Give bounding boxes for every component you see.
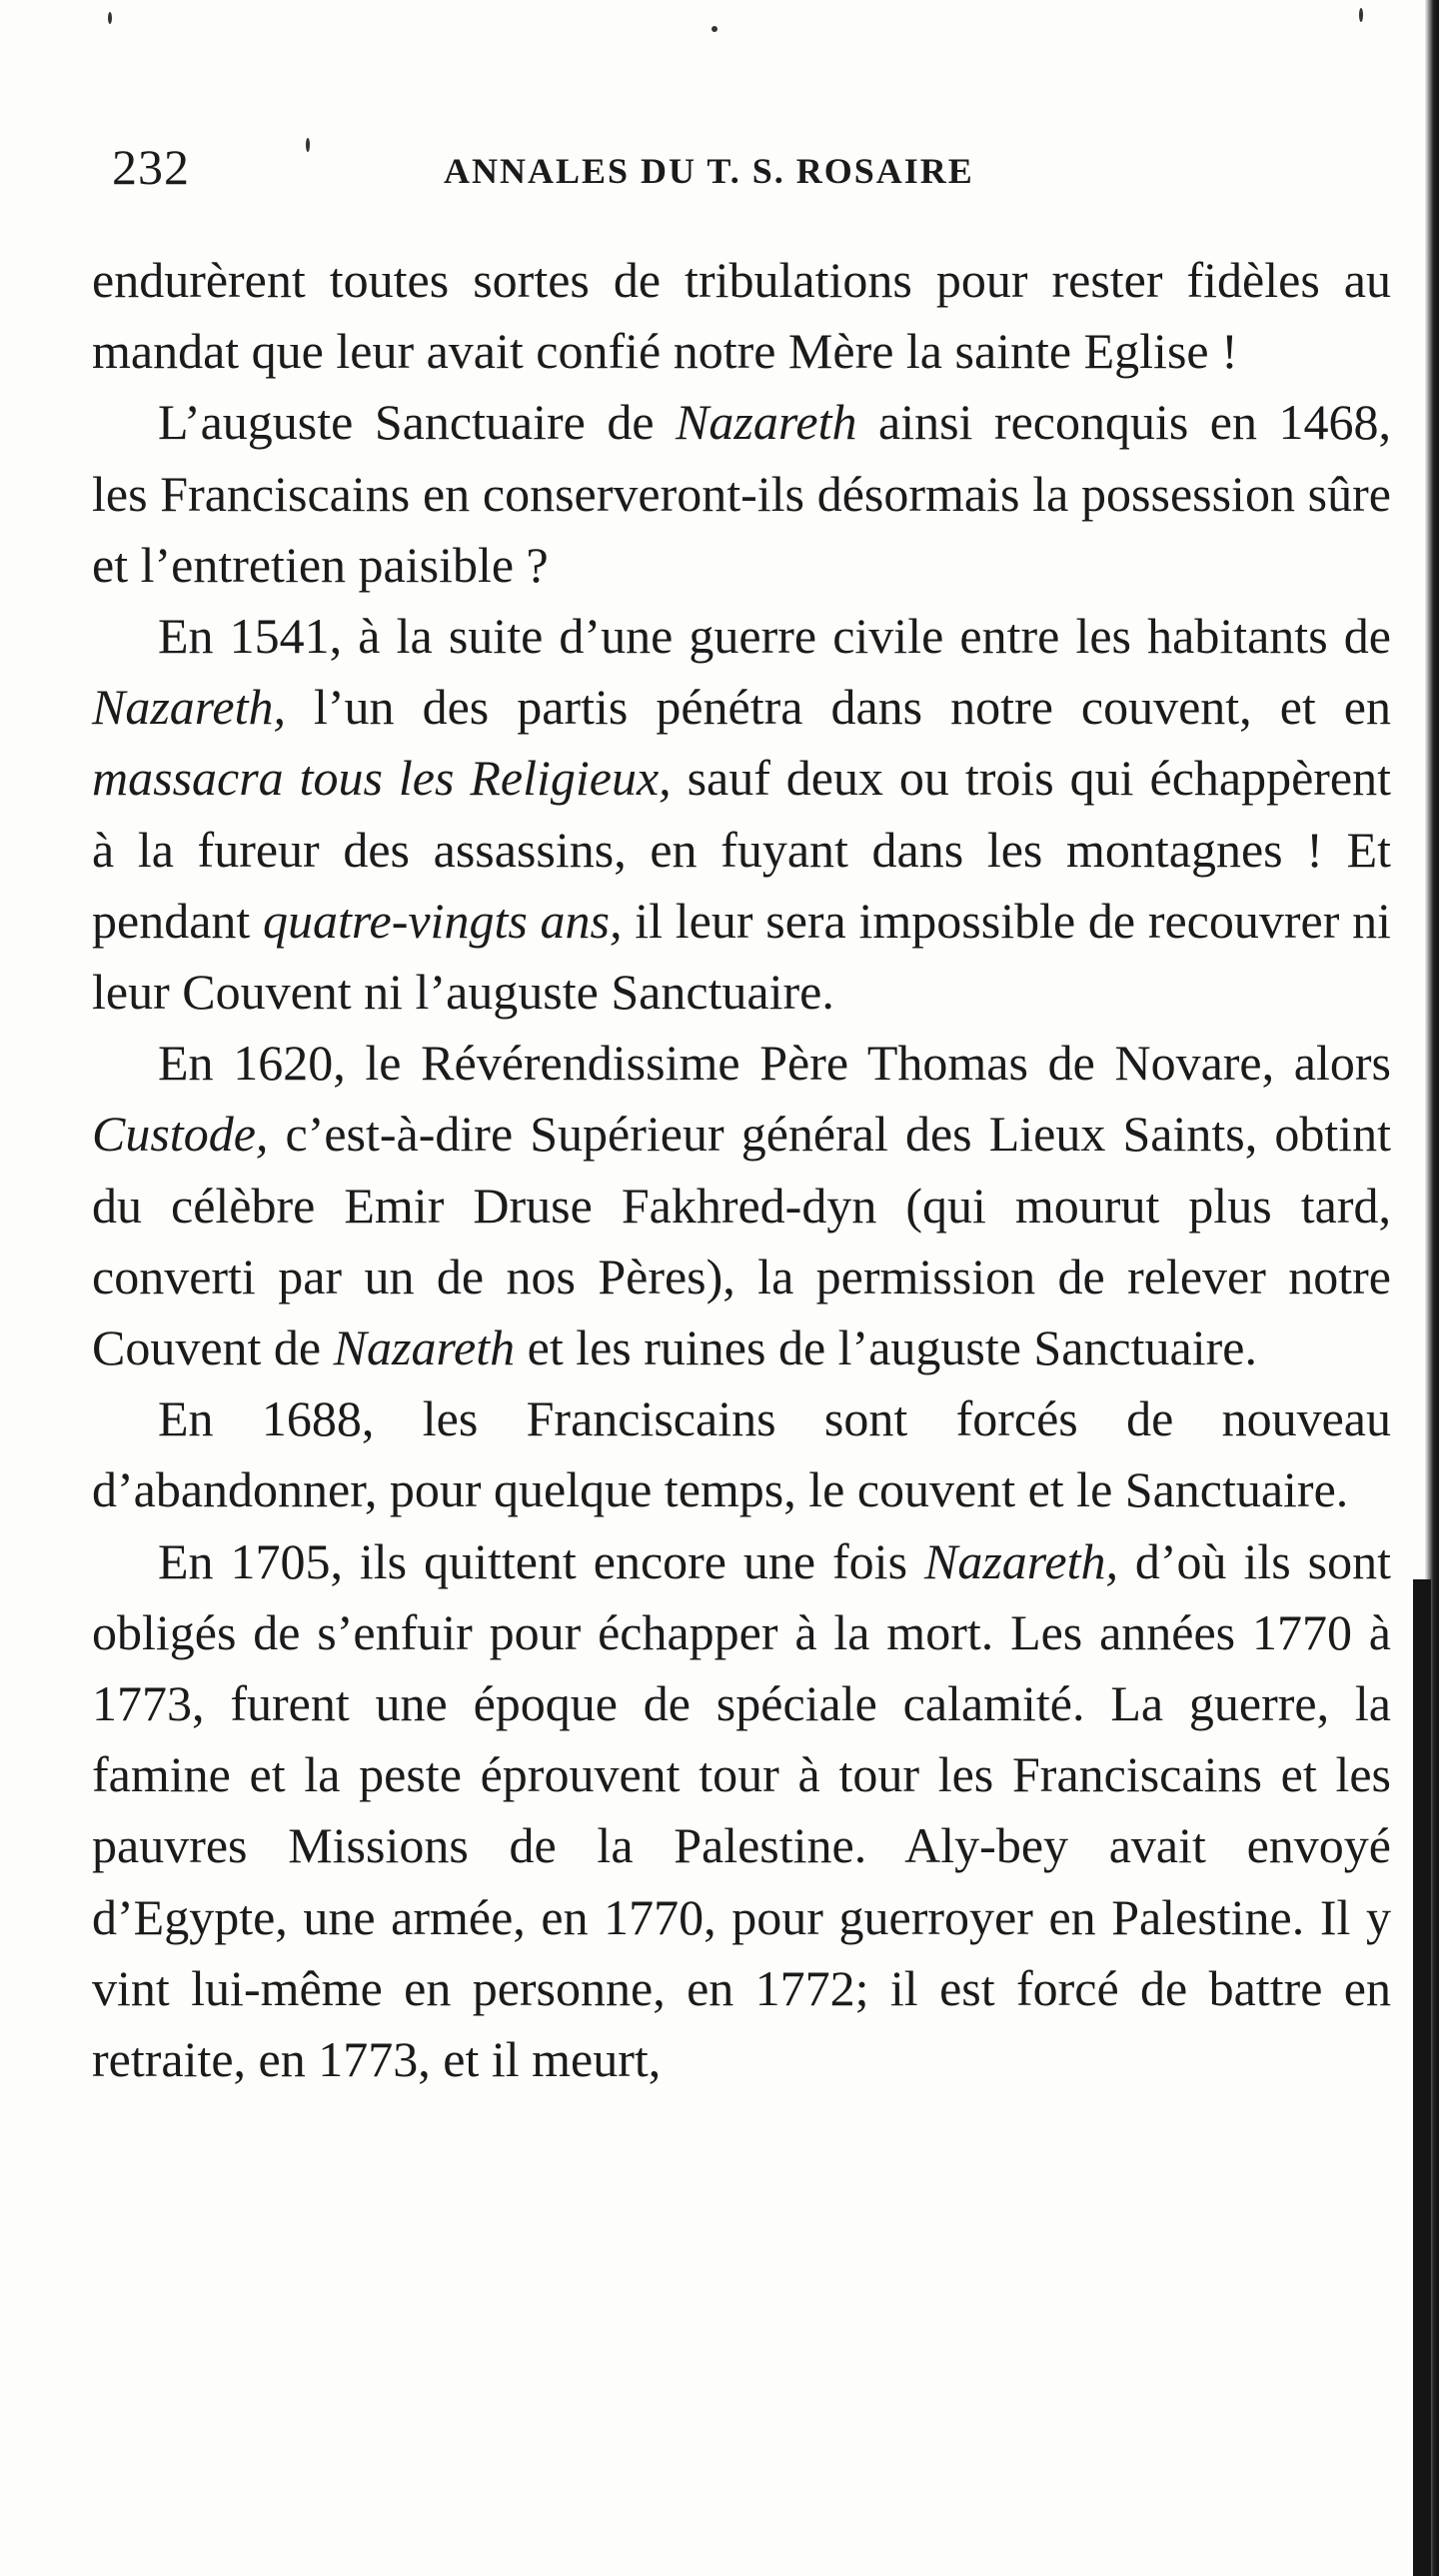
text-run: ainsi reconquis en 1468, les Franciscains en conserveront-ils désormais la possession sûre et l’entretien paisible ? bbox=[92, 394, 1391, 593]
text-run: En 1541, à la suite d’une guerre civile entre les habitants de bbox=[158, 608, 1391, 665]
text-run: et les ruines de l’auguste Sanctuaire. bbox=[515, 1319, 1257, 1376]
text-run: L’auguste Sanctuaire de bbox=[158, 394, 677, 451]
italic-text: Nazareth bbox=[676, 394, 857, 451]
text-run: l’un des partis pénétra dans notre couvent, et en bbox=[286, 679, 1391, 736]
text-run: En 1688, les Franciscains sont forcés de nouveau d’abandonner, pour quelque temps, le couvent et le Sanctuaire. bbox=[92, 1390, 1391, 1518]
body-text bbox=[92, 245, 1391, 2095]
text-run: c’est-à-dire Supérieur général des Lieux Saints, obtint du célèbre Emir Druse Fakhred-dyn (qui mourut plus tard, converti par un de nos Pères), la permission de relever notre Couvent de bbox=[92, 1106, 1391, 1376]
paragraph bbox=[92, 1526, 1391, 2096]
paragraph bbox=[92, 245, 1391, 387]
running-head: ANNALES DU T. S. ROSAIRE bbox=[444, 151, 974, 191]
text-run: d’où ils sont obligés de s’enfuir pour échapper à la mort. Les années 1770 à 1773, furent une époque de spéciale calamité. La guerre, la famine et la peste éprouvent tour à tour les Franciscains et les pauvres Missions de la Palestine. Aly-bey avait envoyé d’Egypte, une armée, en 1770, pour guerroyer en Palestine. Il y vint lui-même en personne, en 1772; il est forcé de battre en retraite, en 1773, et il meurt, bbox=[92, 1532, 1391, 2088]
text-run: endurèrent toutes sortes de tribulations pour rester fidèles au mandat que leur avait confié notre Mère la sainte Eglise ! bbox=[92, 252, 1391, 380]
text-run: En 1705, ils quittent encore une fois bbox=[158, 1532, 924, 1589]
text-run: sauf deux ou trois qui échappèrent à la fureur des assassins, en fuyant dans les montagnes ! Et pendant bbox=[92, 750, 1391, 949]
paragraph bbox=[92, 1383, 1391, 1525]
paragraph bbox=[92, 387, 1391, 601]
print-speck bbox=[1359, 8, 1363, 22]
paragraph bbox=[92, 1028, 1391, 1383]
italic-text: Nazareth bbox=[333, 1319, 516, 1376]
binding-edge-dark bbox=[1413, 1579, 1431, 2576]
italic-text: Nazareth, bbox=[92, 679, 286, 736]
page-header bbox=[112, 138, 1391, 208]
print-speck bbox=[306, 138, 310, 152]
paragraph bbox=[92, 601, 1391, 1028]
italic-text: massacra tous les Religieux, bbox=[92, 750, 672, 807]
text-run: En 1620, le Révérendissime Père Thomas de Novare, alors bbox=[158, 1035, 1391, 1092]
print-speck bbox=[712, 26, 718, 32]
page-number: 232 bbox=[112, 139, 190, 195]
italic-text: quatre-vingts ans, bbox=[263, 892, 623, 949]
italic-text: Custode, bbox=[92, 1106, 269, 1163]
italic-text: Nazareth, bbox=[923, 1532, 1118, 1589]
print-speck bbox=[108, 12, 112, 24]
text-run: il leur sera impossible de recouvrer ni leur Couvent ni l’auguste Sanctuaire. bbox=[92, 892, 1392, 1021]
